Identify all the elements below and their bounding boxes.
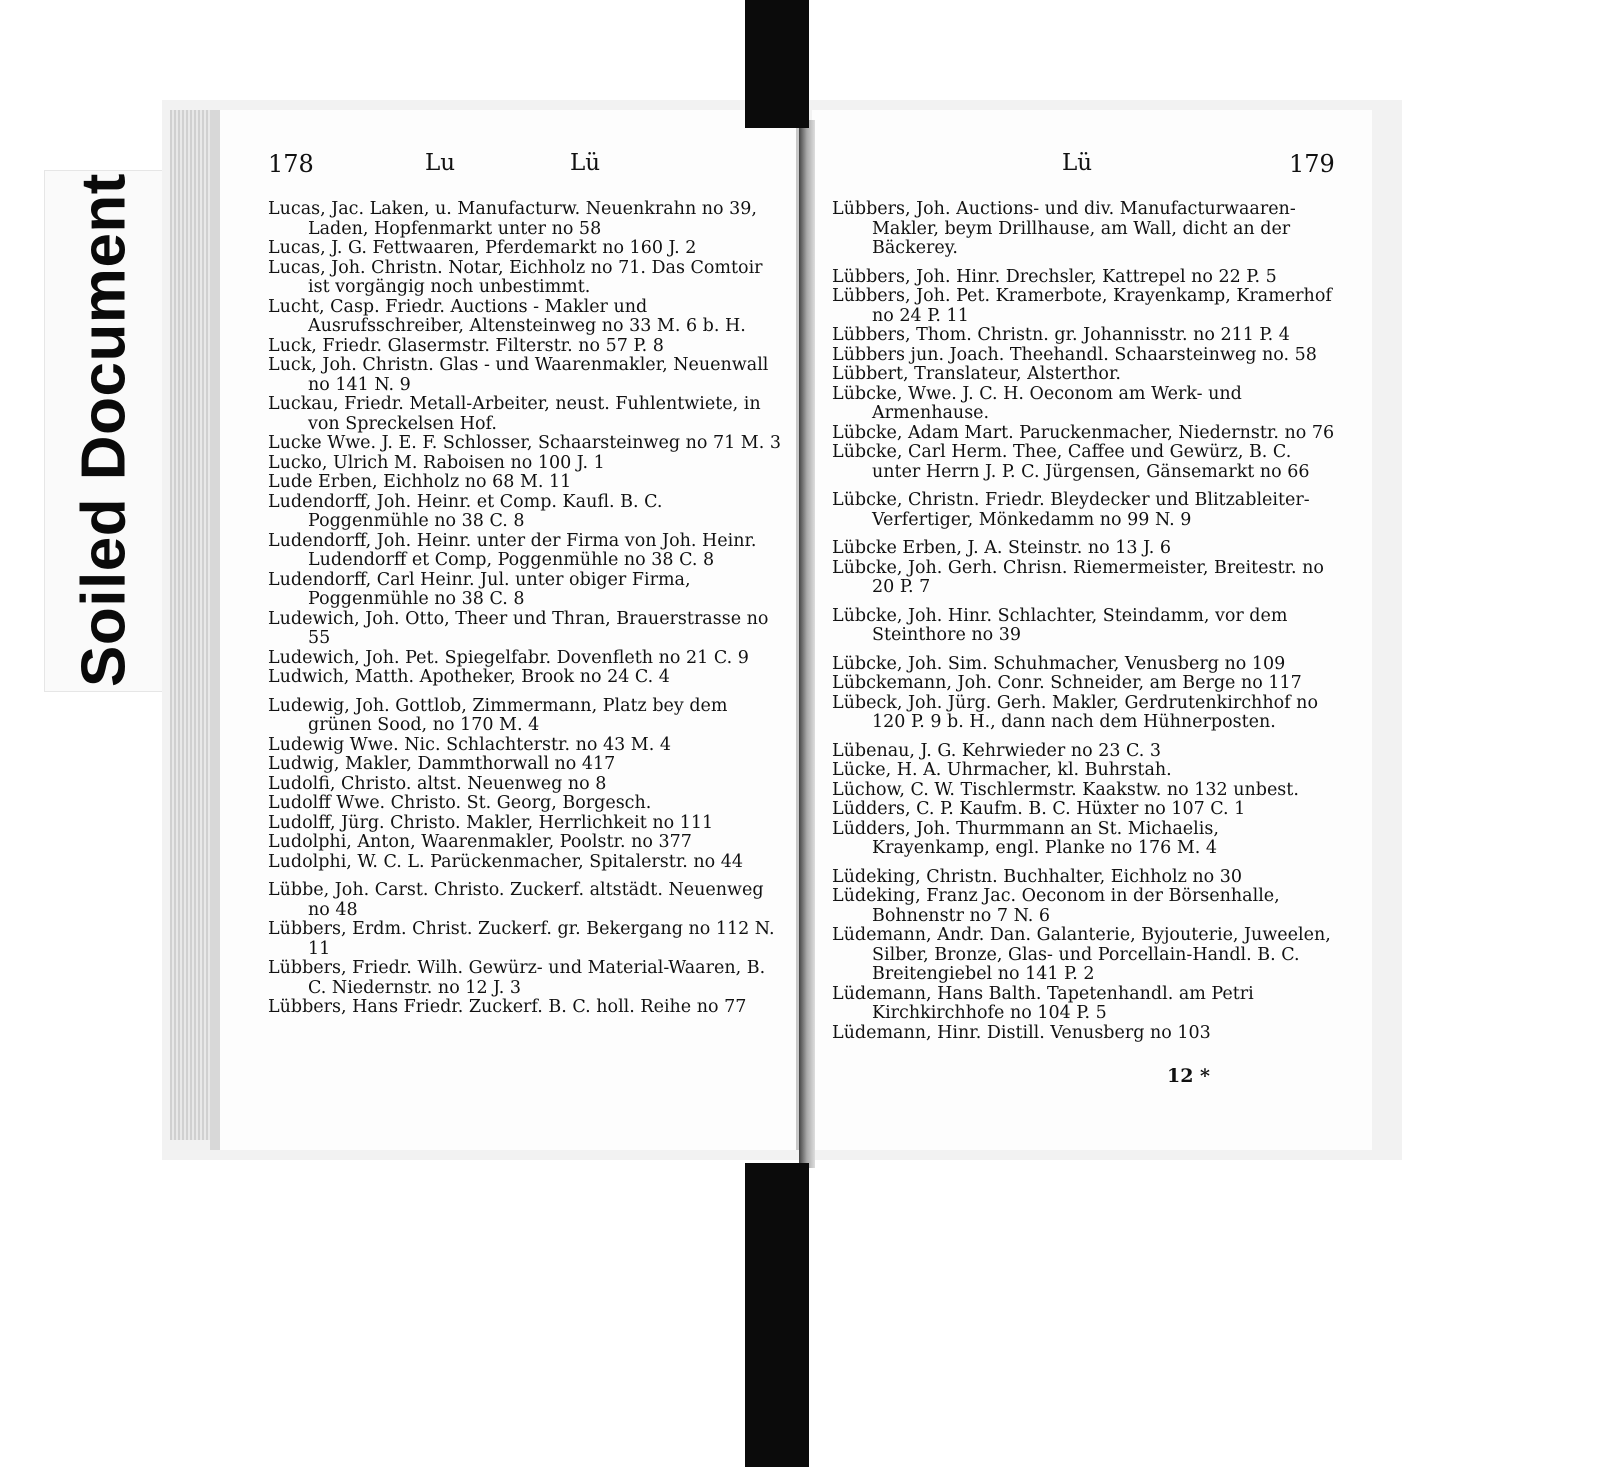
directory-entry: Lucke Wwe. J. E. F. Schlosser, Schaarsteinweg no 71 M. 3 <box>268 433 781 453</box>
directory-entry: Lübeck, Joh. Jürg. Gerh. Makler, Gerdrutenkirchhof no 120 P. 9 b. H., dann nach dem Hühnerposten. <box>832 692 1318 732</box>
directory-entry: Ludendorff, Joh. Heinr. et Comp. Kaufl. B. C. Poggenmühle no 38 C. 8 <box>268 491 663 531</box>
directory-entry: Lübbe, Joh. Carst. Christo. Zuckerf. altstädt. Neuenweg no 48 <box>268 880 764 920</box>
directory-entry: Ludwig, Makler, Dammthorwall no 417 <box>268 754 616 774</box>
directory-entry: Lübbers, Joh. Hinr. Drechsler, Kattrepel no 22 P. 5 <box>832 266 1277 287</box>
directory-entry: Lucas, Joh. Christn. Notar, Eichholz no 71. Das Comtoir ist vorgängig noch unbestimmt. <box>268 257 763 297</box>
spine-band-top <box>745 0 809 128</box>
directory-entry: Ludendorff, Carl Heinr. Jul. unter obiger Firma, Poggenmühle no 38 C. 8 <box>268 569 691 609</box>
directory-entry: Ludolfi, Christo. altst. Neuenweg no 8 <box>268 773 607 794</box>
directory-entry: Lucas, Jac. Laken, u. Manufacturw. Neuenkrahn no 39, Laden, Hopfenmarkt unter no 58 <box>268 199 757 239</box>
directory-entry: Ludolphi, Anton, Waarenmakler, Poolstr. no 377 <box>268 832 692 852</box>
directory-entry: Lübcke, Adam Mart. Paruckenmacher, Niedernstr. no 76 <box>832 422 1335 443</box>
directory-entry: Lübcke, Joh. Sim. Schuhmacher, Venusberg no 109 <box>832 653 1286 674</box>
directory-entry: Lübbers, Erdm. Christ. Zuckerf. gr. Bekergang no 112 N. 11 <box>268 919 775 959</box>
left-running-head-1: Lu <box>425 150 456 176</box>
book-spread <box>162 100 1402 1160</box>
soiled-document-label: Soiled Document <box>69 173 139 687</box>
left-page-number: 178 <box>268 150 314 178</box>
directory-entry: Lübcke, Christn. Friedr. Bleydecker und Blitzableiter-Verfertiger, Mönkedamm no 99 N. 9 <box>832 490 1310 530</box>
directory-entry: Ludwich, Matth. Apotheker, Brook no 24 C. 4 <box>268 667 670 687</box>
directory-entry: Lübbert, Translateur, Alsterthor. <box>832 364 1121 384</box>
signature-mark: 12 * <box>1167 1065 1210 1087</box>
right-page <box>812 110 1372 1150</box>
directory-entry: Ludolff, Jürg. Christo. Makler, Herrlichkeit no 111 <box>268 812 714 833</box>
directory-entry: Lüdders, C. P. Kaufm. B. C. Hüxter no 107 C. 1 <box>832 799 1246 819</box>
directory-entry: Lucko, Ulrich M. Raboisen no 100 J. 1 <box>268 452 605 473</box>
directory-entry: Ludewich, Joh. Otto, Theer und Thran, Brauerstrasse no 55 <box>268 608 769 648</box>
directory-entry: Luck, Friedr. Glasermstr. Filterstr. no 57 P. 8 <box>268 335 664 356</box>
directory-entry: Lübbers, Hans Friedr. Zuckerf. B. C. holl. Reihe no 77 <box>268 997 747 1017</box>
directory-entry: Lücke, H. A. Uhrmacher, kl. Buhrstah. <box>832 760 1172 780</box>
left-page <box>210 110 802 1150</box>
directory-entry: Luck, Joh. Christn. Glas - und Waarenmakler, Neuenwall no 141 N. 9 <box>268 355 769 395</box>
directory-entry: Lübenau, J. G. Kehrwieder no 23 C. 3 <box>832 740 1162 761</box>
right-entry-list <box>832 200 1337 1043</box>
directory-entry: Lübbers, Joh. Pet. Kramerbote, Krayenkamp, Kramerhof no 24 P. 11 <box>832 286 1332 326</box>
right-page-number: 179 <box>1289 150 1335 178</box>
directory-entry: Lude Erben, Eichholz no 68 M. 11 <box>268 472 572 492</box>
directory-entry: Lübbers jun. Joach. Theehandl. Schaarsteinweg no. 58 <box>832 344 1317 365</box>
left-entry-list <box>268 200 783 1018</box>
directory-entry: Ludolphi, W. C. L. Parückenmacher, Spitalerstr. no 44 <box>268 851 744 872</box>
directory-entry: Lüdemann, Andr. Dan. Galanterie, Byjouterie, Juweelen, Silber, Bronze, Glas- und Porcellain-Handl. B. C. Breitengiebel no 141 P. 2 <box>832 925 1331 984</box>
directory-entry: Lübcke, Wwe. J. C. H. Oeconom am Werk- und Armenhause. <box>832 383 1242 423</box>
directory-entry: Ludolff Wwe. Christo. St. Georg, Borgesch. <box>268 793 652 813</box>
directory-entry: Lübcke, Joh. Gerh. Chrisn. Riemermeister, Breitestr. no 20 P. 7 <box>832 557 1324 597</box>
directory-entry: Lübckemann, Joh. Conr. Schneider, am Berge no 117 <box>832 673 1302 693</box>
directory-entry: Lucas, J. G. Fettwaaren, Pferdemarkt no 160 J. 2 <box>268 238 697 258</box>
directory-entry: Lübcke Erben, J. A. Steinstr. no 13 J. 6 <box>832 538 1172 558</box>
directory-entry: Lüchow, C. W. Tischlermstr. Kaakstw. no 132 unbest. <box>832 779 1299 800</box>
directory-entry: Lüdders, Joh. Thurmmann an St. Michaelis, Krayenkamp, engl. Planke no 176 M. 4 <box>832 818 1219 858</box>
directory-entry: Ludewig, Joh. Gottlob, Zimmermann, Platz bey dem grünen Sood, no 170 M. 4 <box>268 695 728 735</box>
directory-entry: Lübcke, Carl Herm. Thee, Caffee und Gewürz, B. C. unter Herrn J. P. C. Jürgensen, Gänsemarkt no 66 <box>832 442 1310 482</box>
right-running-head: Lü <box>1062 150 1093 176</box>
directory-entry: Lüdeking, Franz Jac. Oeconom in der Börsenhalle, Bohnenstr no 7 N. 6 <box>832 886 1280 926</box>
directory-entry: Lüdeking, Christn. Buchhalter, Eichholz no 30 <box>832 866 1243 887</box>
directory-entry: Lüdemann, Hinr. Distill. Venusberg no 103 <box>832 1022 1211 1043</box>
directory-entry: Luckau, Friedr. Metall-Arbeiter, neust. Fuhlentwiete, in von Spreckelsen Hof. <box>268 394 761 434</box>
directory-entry: Lübbers, Thom. Christn. gr. Johannisstr. no 211 P. 4 <box>832 325 1290 345</box>
spine-band-bottom <box>745 1163 809 1467</box>
directory-entry: Ludewig Wwe. Nic. Schlachterstr. no 43 M. 4 <box>268 734 671 755</box>
directory-entry: Lüdemann, Hans Balth. Tapetenhandl. am Petri Kirchkirchhofe no 104 P. 5 <box>832 983 1254 1023</box>
directory-entry: Ludewich, Joh. Pet. Spiegelfabr. Dovenfleth no 21 C. 9 <box>268 647 749 668</box>
directory-entry: Lübcke, Joh. Hinr. Schlachter, Steindamm, vor dem Steinthore no 39 <box>832 605 1288 645</box>
gutter-shadow <box>799 120 815 1168</box>
directory-entry: Lübbers, Friedr. Wilh. Gewürz- und Material-Waaren, B. C. Niedernstr. no 12 J. 3 <box>268 958 766 998</box>
directory-entry: Ludendorff, Joh. Heinr. unter der Firma von Joh. Heinr. Ludendorff et Comp, Poggenmühle no 38 C. 8 <box>268 530 757 570</box>
directory-entry: Lucht, Casp. Friedr. Auctions - Makler und Ausrufsschreiber, Altensteinweg no 33 M. 6 b. H. <box>268 296 746 336</box>
directory-entry: Lübbers, Joh. Auctions- und div. Manufacturwaaren-Makler, beym Drillhause, am Wall, dicht an der Bäckerey. <box>832 199 1296 258</box>
left-running-head-2: Lü <box>570 150 601 176</box>
